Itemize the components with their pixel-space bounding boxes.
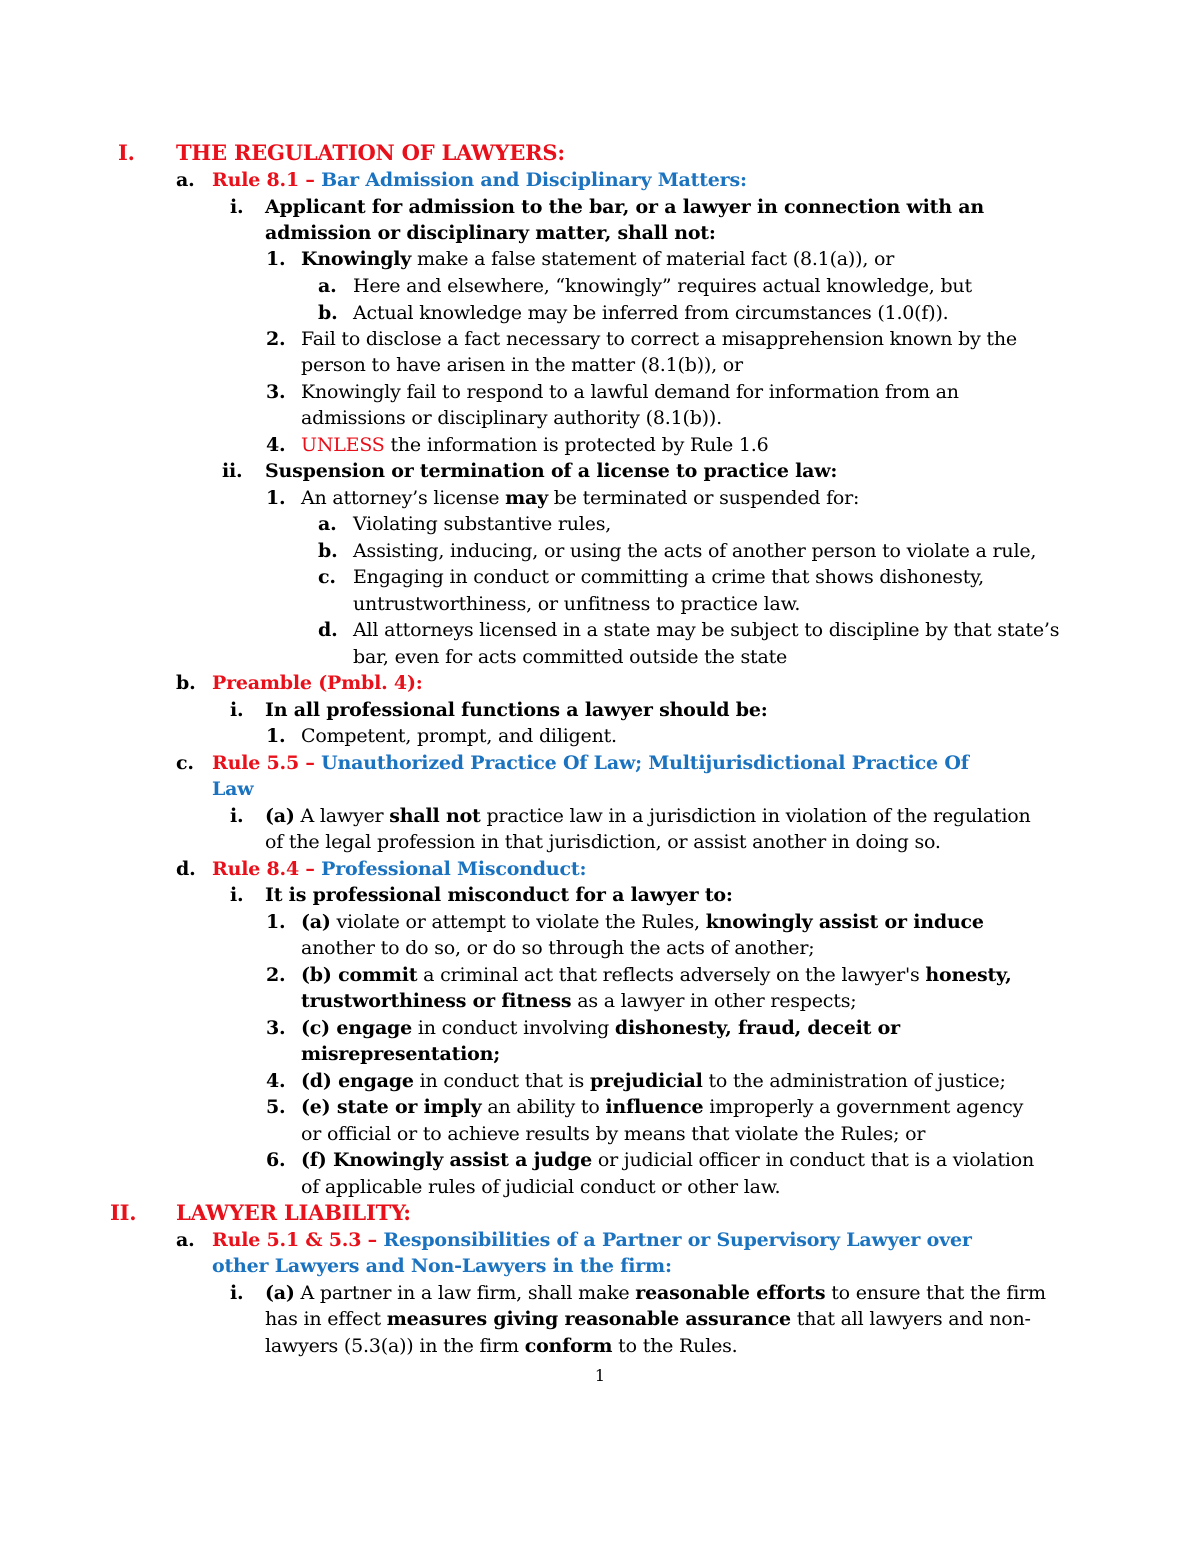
list-marker: 1.: [266, 725, 286, 747]
item-text: It is professional misconduct for a lawyer to:: [265, 884, 733, 906]
text-run: to the administration of justice;: [702, 1070, 1006, 1092]
item-text: Fail to disclose a fact necessary to correct a misapprehension known by the: [301, 328, 1017, 350]
list-marker: a.: [318, 513, 337, 535]
emphasis: (d) engage: [301, 1070, 414, 1092]
item-text: [301, 246, 894, 272]
text-run: A lawyer: [294, 805, 390, 827]
list-marker: 6.: [266, 1149, 286, 1171]
section-title: LAWYER LIABILITY:: [176, 1200, 411, 1225]
list-marker: 5.: [266, 1096, 286, 1118]
item-text: [301, 432, 768, 458]
item-text: Assisting, inducing, or using the acts of another person to violate a rule,: [353, 540, 1037, 562]
rule-line: [212, 856, 586, 882]
list-marker: i.: [230, 196, 244, 218]
text-run: or judicial officer in conduct that is a violation: [592, 1149, 1035, 1171]
text-run: to the Rules.: [612, 1335, 738, 1357]
dash: –: [298, 858, 322, 880]
rule-number: Rule 5.1 & 5.3: [212, 1229, 362, 1251]
text-run: be terminated or suspended for:: [547, 487, 860, 509]
emphasis: (a): [265, 1282, 295, 1304]
emphasis: conform: [524, 1335, 613, 1357]
dash: –: [298, 169, 322, 191]
emphasis: influence: [605, 1096, 704, 1118]
emphasis: trustworthiness or fitness: [301, 990, 572, 1012]
item-text: misrepresentation;: [301, 1043, 501, 1065]
list-marker: I.: [118, 140, 135, 165]
emphasis: UNLESS: [301, 434, 385, 456]
item-text: Applicant for admission to the bar, or a lawyer in connection with an: [265, 196, 984, 218]
text-run: an ability to: [481, 1096, 606, 1118]
item-text: [301, 1094, 1023, 1120]
list-marker: a.: [176, 1229, 195, 1251]
list-marker: 2.: [266, 964, 286, 986]
rule-title: Bar Admission and Disciplinary Matters:: [321, 169, 747, 191]
item-text: person to have arisen in the matter (8.1(b)), or: [301, 354, 743, 376]
list-marker: i.: [230, 884, 244, 906]
list-marker: 1.: [266, 487, 286, 509]
item-text: admissions or disciplinary authority (8.1(b)).: [301, 407, 722, 429]
rule-number: Rule 8.4: [212, 858, 299, 880]
rule-title: Professional Misconduct:: [321, 858, 587, 880]
text-run: as a lawyer in other respects;: [571, 990, 857, 1012]
item-text: Violating substantive rules,: [353, 513, 612, 535]
list-marker: c.: [318, 566, 336, 588]
item-text: admission or disciplinary matter, shall not:: [265, 222, 716, 244]
item-text: Knowingly fail to respond to a lawful demand for information from an: [301, 381, 959, 403]
item-text: Competent, prompt, and diligent.: [301, 725, 617, 747]
list-marker: 1.: [266, 248, 286, 270]
list-marker: c.: [176, 752, 194, 774]
item-text: untrustworthiness, or unfitness to practice law.: [353, 593, 801, 615]
item-text: bar, even for acts committed outside the state: [353, 646, 788, 668]
list-marker: 4.: [266, 434, 286, 456]
rule-title: other Lawyers and Non-Lawyers in the firm:: [212, 1255, 672, 1277]
list-marker: b.: [318, 302, 338, 324]
rule-line: [212, 167, 747, 193]
item-text: All attorneys licensed in a state may be subject to discipline by that state’s: [353, 619, 1060, 641]
emphasis: shall not: [389, 805, 481, 827]
list-marker: d.: [176, 858, 196, 880]
emphasis: (b) commit: [301, 964, 418, 986]
item-text: Engaging in conduct or committing a crime that shows dishonesty,: [353, 566, 985, 588]
text-run: practice law in a jurisdiction in violation of the regulation: [480, 805, 1031, 827]
item-text: [301, 1068, 1006, 1094]
emphasis: dishonesty, fraud, deceit or: [614, 1017, 900, 1039]
list-marker: i.: [230, 805, 244, 827]
item-text: Suspension or termination of a license to practice law:: [265, 460, 838, 482]
list-marker: b.: [176, 672, 196, 694]
rule-number: Rule 5.5: [212, 752, 299, 774]
list-marker: a.: [176, 169, 195, 191]
rule-title: Preamble (Pmbl. 4):: [212, 672, 423, 694]
list-marker: b.: [318, 540, 338, 562]
item-text: or official or to achieve results by means that violate the Rules; or: [301, 1123, 926, 1145]
text-run: has in effect: [265, 1308, 387, 1330]
item-text: [301, 962, 1012, 988]
emphasis: prejudicial: [589, 1070, 703, 1092]
text-run: make a false statement of material fact (8.1(a)), or: [411, 248, 895, 270]
item-text: [265, 1280, 1046, 1306]
text-run: to ensure that the firm: [825, 1282, 1046, 1304]
item-text: Here and elsewhere, “knowingly” requires actual knowledge, but: [353, 275, 972, 297]
text-run: A partner in a law firm, shall make: [294, 1282, 636, 1304]
dash: –: [361, 1229, 384, 1251]
rule-line: [212, 750, 969, 776]
rule-line: [212, 1227, 972, 1253]
list-marker: ii.: [222, 460, 243, 482]
emphasis: (a): [265, 805, 295, 827]
emphasis: (f) Knowingly assist a judge: [301, 1149, 592, 1171]
dash: –: [298, 752, 322, 774]
item-text: [265, 1333, 738, 1359]
rule-title: Law: [212, 778, 254, 800]
page-number: 1: [594, 1366, 606, 1385]
text-run: improperly a government agency: [703, 1096, 1024, 1118]
emphasis: knowingly assist or induce: [705, 911, 984, 933]
emphasis: (c) engage: [301, 1017, 413, 1039]
emphasis: measures giving reasonable assurance: [386, 1308, 791, 1330]
rule-title: Unauthorized Practice Of Law; Multijurisdictional Practice Of: [321, 752, 969, 774]
text-run: that all lawyers and non-: [790, 1308, 1031, 1330]
rule-number: Rule 8.1: [212, 169, 299, 191]
list-marker: II.: [110, 1200, 137, 1225]
item-text: In all professional functions a lawyer should be:: [265, 699, 768, 721]
list-marker: 3.: [266, 1017, 286, 1039]
list-marker: a.: [318, 275, 337, 297]
item-text: another to do so, or do so through the acts of another;: [301, 937, 815, 959]
list-marker: 2.: [266, 328, 286, 350]
item-text: Actual knowledge may be inferred from circumstances (1.0(f)).: [353, 302, 949, 324]
emphasis: Knowingly: [301, 248, 412, 270]
text-run: in conduct involving: [412, 1017, 615, 1039]
text-run: violate or attempt to violate the Rules,: [330, 911, 706, 933]
item-text: [301, 909, 984, 935]
emphasis: (a): [301, 911, 331, 933]
item-text: [301, 988, 856, 1014]
section-title: THE REGULATION OF LAWYERS:: [176, 140, 565, 165]
item-text: of the legal profession in that jurisdiction, or assist another in doing so.: [265, 831, 941, 853]
item-text: [301, 1015, 900, 1041]
text-run: An attorney’s license: [301, 487, 506, 509]
emphasis: reasonable efforts: [635, 1282, 826, 1304]
list-marker: i.: [230, 699, 244, 721]
list-marker: 4.: [266, 1070, 286, 1092]
text-run: lawyers (5.3(a)) in the firm: [265, 1335, 525, 1357]
text-run: in conduct that is: [413, 1070, 590, 1092]
item-text: [301, 1147, 1034, 1173]
item-text: of applicable rules of judicial conduct or other law.: [301, 1176, 781, 1198]
list-marker: 3.: [266, 381, 286, 403]
emphasis: honesty,: [925, 964, 1012, 986]
emphasis: may: [505, 487, 548, 509]
item-text: [301, 485, 859, 511]
item-text: [265, 1306, 1031, 1332]
list-marker: i.: [230, 1282, 244, 1304]
emphasis: (e) state or imply: [301, 1096, 482, 1118]
rule-title: Responsibilities of a Partner or Supervisory Lawyer over: [383, 1229, 972, 1251]
list-marker: d.: [318, 619, 338, 641]
text-run: a criminal act that reflects adversely on the lawyer's: [417, 964, 926, 986]
text-run: the information is protected by Rule 1.6: [384, 434, 769, 456]
item-text: [265, 803, 1031, 829]
list-marker: 1.: [266, 911, 286, 933]
